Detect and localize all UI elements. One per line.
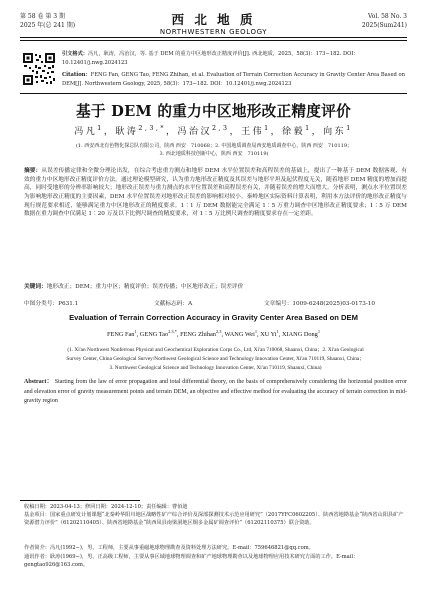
affiliation-cn-line: 3. 西北地质科技创新中心，陕西 西安 710119) <box>159 151 269 157</box>
footnote-received: 收稿日期：2023-04-13；修回日期：2024-12-10；责任编辑：曹佰迪 <box>24 504 188 510</box>
footnote-fund: 基金项目：国家重点研发计划课题“北秦岭华阳川地区战略性矿产综合评价及深部探测技术示范应用研究”（2017YFC0602205）、陕西省地勘基金“陕西省山阳县矿产资源潜力评价”（61202110405）、陕西省地勘基金“陕西凤县南梁洞地区铜多金属矿调查评价”（61202110375）联合资助。 <box>24 512 404 527</box>
journal-title-en: NORTHWESTERN GEOLOGY <box>159 28 268 36</box>
year-cn: 2025 年(总 241 期) <box>20 22 76 29</box>
abstract-cn: 摘要：从误差传播定律和全微分理论出发，在综合考虑重力测点和地形 DEM 水平位置误差和高程误差的基础上，提出了一种基于 DEM 数据客观、有效的重力中区地形改正精度评价方法。通过理论模型研究，认为重力地形改正精度及其误差与地形平坦及起伏程度无关，随着地形 DEM 精度的增加而提高，同时受地形的分辨率影响较大；地形改正误差与重力测点的水平位置误差和高程误差有关，并随着误差的增大而增大。分析表明，测点水平位置误差为影响地形改正精度的主要因素，DEM 水平位置误差对地形改正误差的影响相对较小。秦岭地区实际资料计算表明，利用本方法评价的地形改正精度与现行规范要求相近，能够满足重力中区地形改正的精度要求。1∶1 万 DEM 数据能完全满足 1∶5 万重力调查中区地形改正精度要求；1∶5 万 DEM 数据在重力调查中仅满足 1∶20 万及以下比例尺调查的精度要求，对 1∶5 万比例尺调查的精度要求存在一定差距。 <box>24 168 407 218</box>
author-en: XU Yi$^1$ <box>260 328 279 338</box>
header-rule-thin <box>20 40 407 41</box>
author-en: WANG Wei$^1$ <box>224 328 258 338</box>
journal-title-cn: 西 北 地 质 <box>171 12 256 27</box>
volume-en: Vol. 58 No. 3 <box>367 13 407 20</box>
author-cn: 向东$^1$ <box>323 125 353 137</box>
author-cn: 耿涛$^{2,3,*}$ <box>115 125 167 137</box>
citation-en: Citation：FENG Fan, GENG Tao, FENG Zhihan, et al. Evaluation of Terrain Correction Accuracy in Gravity Center Area Based on DEM[J]. Northwestern Geology, 2025, 58(3)：173−182. DOI：10.12401/j.nwg.2024123 <box>62 72 405 87</box>
qr-code-icon <box>22 52 56 86</box>
page-title-en: Evaluation of Terrain Correction Accuracy in Gravity Center Area Based on DEM <box>69 313 358 322</box>
affiliation-en-line: (1. Xi'an Northwest Nonferrous Physical and Geochemical Exploration Corps Co., Ltd, Xi'an 710068, Shaanxi, China；2. Xi'an Geological <box>67 347 364 353</box>
author-en: GENG Tao$^{2,3,*}$ <box>139 328 177 338</box>
document-code: 文献标志码：A <box>154 301 193 307</box>
citation-cn: 引文格式：冯凡，耿涛，冯治汉，等. 基于 DEM 的重力中区地形改正精度评价[J]. 西北地质，2025，58(3)：173−182. DOI：10.12401/j.nwg.2024123 <box>62 51 359 66</box>
affiliation-en-line: Survey Center, China Geological Survey/Northwest Geological Science and Technology Innovation Center, Xi'an 710119, Shaanxi, China； <box>66 356 365 362</box>
author-cn: 徐毅$^1$ <box>282 125 312 137</box>
clc-number: 中图分类号：P631.1 <box>24 301 79 307</box>
abstract-en: Abstract： Starting from the law of error propagation and total differential theory, on the basis of comprehensively considering the horizontal position error and elevation error of gravity measurement points and terrain DEM, an objective and effective method for evaluating the accuracy of terrain correction in mid-gravity region <box>24 379 407 404</box>
author-en: FENG Fan$^1$ <box>106 328 137 338</box>
author-cn: 王伟$^1$ <box>241 125 271 137</box>
affiliation-en-line: 3. Northwest Geological Science and Technology Innovation Center, Xi'an 710119, Shaanxi, China) <box>109 365 322 371</box>
footnote-rule <box>20 500 140 501</box>
authors-en: FENG Fan$^1$, GENG Tao$^{2,3,*}$, FENG Zhihan$^{2,3}$, WANG Wei$^1$, XU Yi$^1$, XIANG Dong$^1$ <box>106 328 321 338</box>
article-number: 文章编号：1009-6248(2025)03-0173-10 <box>264 301 376 307</box>
header-rule <box>20 37 407 38</box>
footnote-author: 作者简介：冯凡(1992−)，男，工程师，主要从事重磁地球物理勘查及资料处理方法研究。E-mail：759646821@qq.com。 <box>24 545 314 551</box>
page-title-cn: 基于 DEM 的重力中区地形改正精度评价 <box>75 103 351 120</box>
volume-cn: 第 58 卷 第 3 期 <box>20 13 65 20</box>
author-en: FENG Zhihan$^{2,3}$ <box>180 328 222 338</box>
author-cn: 冯治汉$^{2,3}$ <box>177 125 230 137</box>
author-cn: 冯凡$^1$ <box>74 125 104 137</box>
affiliation-cn-line: (1. 西安西北有色物化探总队有限公司，陕西 西安 710068；2. 中国地质调查局西安地质调查中心，陕西 西安 710119； <box>75 143 353 149</box>
author-en: XIANG Dong$^1$ <box>281 328 321 338</box>
keywords-cn: 关键词：地形改正；DEM；重力中区；精度评价；误差传播；中区地形改正；误差评价 <box>24 284 244 290</box>
year-en: 2025(Sum241) <box>361 22 407 29</box>
authors-cn: 冯凡$^1$，耿涛$^{2,3,*}$，冯治汉$^{2,3}$，王伟$^1$，徐毅$^1$，向东$^1$ <box>74 125 353 137</box>
citation-rule <box>20 93 407 94</box>
footnote-corresponding-author: 通讯作者：耿涛(1969−)，男，正高级工程师，主要从事区域地球物理调查和矿产地球物理勘查以及地球物理应用技术研究方面的工作。E-mail：gengtao926@163.com。 <box>24 554 359 569</box>
